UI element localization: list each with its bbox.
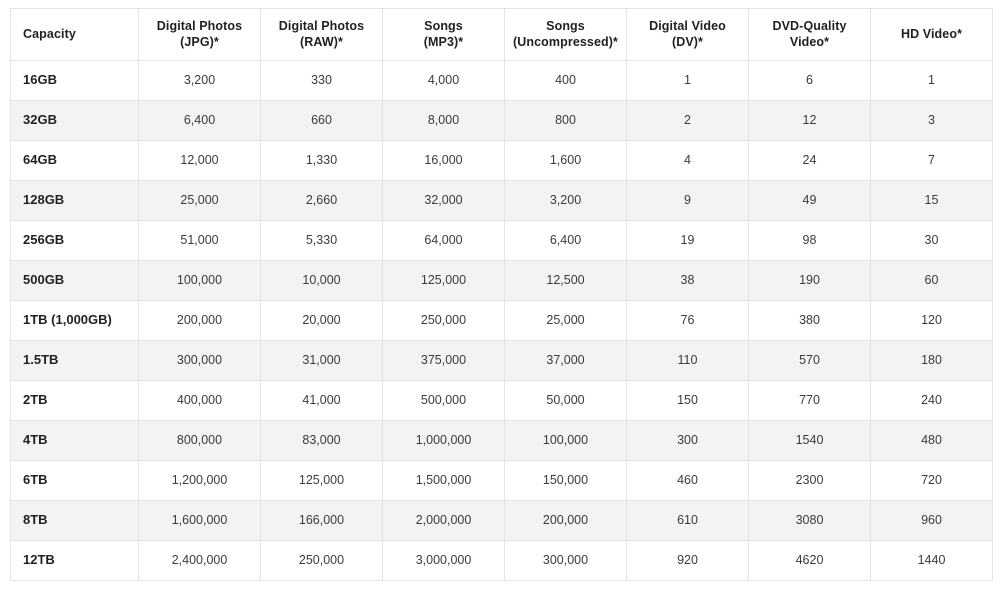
row-header-capacity: 6TB xyxy=(11,461,139,501)
table-cell: 31,000 xyxy=(261,341,383,381)
table-row xyxy=(11,341,993,381)
column-header-digital-video-dv xyxy=(627,9,749,61)
row-header-capacity: 12TB xyxy=(11,541,139,581)
table-cell: 250,000 xyxy=(383,301,505,341)
table-cell: 250,000 xyxy=(261,541,383,581)
table-row xyxy=(11,61,993,101)
table-cell: 110 xyxy=(627,341,749,381)
table-cell: 12 xyxy=(749,101,871,141)
column-header-line: (DV)* xyxy=(671,34,704,49)
table-cell: 10,000 xyxy=(261,261,383,301)
table-cell: 19 xyxy=(627,221,749,261)
table-cell: 125,000 xyxy=(383,261,505,301)
table-cell: 180 xyxy=(871,341,993,381)
table-row xyxy=(11,181,993,221)
table-cell: 30 xyxy=(871,221,993,261)
table-cell: 4620 xyxy=(749,541,871,581)
table-cell: 6,400 xyxy=(139,101,261,141)
table-cell: 24 xyxy=(749,141,871,181)
table-cell: 240 xyxy=(871,381,993,421)
column-header-digital-photos-jpg xyxy=(139,9,261,61)
table-cell: 125,000 xyxy=(261,461,383,501)
table-cell: 720 xyxy=(871,461,993,501)
row-header-capacity: 32GB xyxy=(11,101,139,141)
column-header-songs-uncompressed xyxy=(505,9,627,61)
table-cell: 800,000 xyxy=(139,421,261,461)
table-cell: 12,500 xyxy=(505,261,627,301)
row-header-capacity: 128GB xyxy=(11,181,139,221)
table-cell: 400 xyxy=(505,61,627,101)
table-cell: 60 xyxy=(871,261,993,301)
table-row xyxy=(11,301,993,341)
row-header-capacity: 16GB xyxy=(11,61,139,101)
row-header-capacity: 8TB xyxy=(11,501,139,541)
table-cell: 660 xyxy=(261,101,383,141)
column-header-line: Capacity xyxy=(23,26,76,41)
table-cell: 76 xyxy=(627,301,749,341)
column-header-hd-video xyxy=(871,9,993,61)
table-cell: 330 xyxy=(261,61,383,101)
table-cell: 32,000 xyxy=(383,181,505,221)
table-cell: 1,500,000 xyxy=(383,461,505,501)
column-header-line: (MP3)* xyxy=(423,34,464,49)
table-cell: 1 xyxy=(627,61,749,101)
table-cell: 5,330 xyxy=(261,221,383,261)
table-cell: 25,000 xyxy=(139,181,261,221)
table-row xyxy=(11,541,993,581)
table-cell: 570 xyxy=(749,341,871,381)
column-header-digital-photos-raw xyxy=(261,9,383,61)
row-header-capacity: 2TB xyxy=(11,381,139,421)
table-cell: 6,400 xyxy=(505,221,627,261)
column-header-line: (JPG)* xyxy=(180,34,219,49)
table-row xyxy=(11,261,993,301)
table-cell: 166,000 xyxy=(261,501,383,541)
table-cell: 200,000 xyxy=(505,501,627,541)
table-cell: 960 xyxy=(871,501,993,541)
column-header-line: DVD-Quality xyxy=(772,18,847,33)
table-cell: 2,400,000 xyxy=(139,541,261,581)
table-cell: 200,000 xyxy=(139,301,261,341)
table-row xyxy=(11,381,993,421)
table-row xyxy=(11,141,993,181)
table-cell: 770 xyxy=(749,381,871,421)
table-cell: 380 xyxy=(749,301,871,341)
table-cell: 150,000 xyxy=(505,461,627,501)
table-cell: 1440 xyxy=(871,541,993,581)
table-cell: 920 xyxy=(627,541,749,581)
table-cell: 190 xyxy=(749,261,871,301)
table-cell: 2300 xyxy=(749,461,871,501)
table-row xyxy=(11,421,993,461)
table-cell: 4 xyxy=(627,141,749,181)
column-header-line: Video* xyxy=(789,34,830,49)
table-cell: 300,000 xyxy=(505,541,627,581)
table-cell: 3,000,000 xyxy=(383,541,505,581)
table-cell: 50,000 xyxy=(505,381,627,421)
table-cell: 51,000 xyxy=(139,221,261,261)
table-cell: 98 xyxy=(749,221,871,261)
table-row xyxy=(11,101,993,141)
column-header-line: Songs xyxy=(424,18,463,33)
table-cell: 49 xyxy=(749,181,871,221)
table-row xyxy=(11,221,993,261)
row-header-capacity: 1TB (1,000GB) xyxy=(11,301,139,341)
table-row xyxy=(11,461,993,501)
table-cell: 100,000 xyxy=(139,261,261,301)
table-body xyxy=(11,61,993,581)
table-cell: 2,000,000 xyxy=(383,501,505,541)
table-cell: 300,000 xyxy=(139,341,261,381)
storage-capacity-table xyxy=(10,8,993,581)
table-cell: 460 xyxy=(627,461,749,501)
table-cell: 800 xyxy=(505,101,627,141)
table-cell: 300 xyxy=(627,421,749,461)
table-header-row xyxy=(11,9,993,61)
table-cell: 15 xyxy=(871,181,993,221)
table-cell: 150 xyxy=(627,381,749,421)
table-cell: 1,200,000 xyxy=(139,461,261,501)
table-cell: 120 xyxy=(871,301,993,341)
table-cell: 610 xyxy=(627,501,749,541)
row-header-capacity: 4TB xyxy=(11,421,139,461)
table-cell: 1540 xyxy=(749,421,871,461)
table-cell: 400,000 xyxy=(139,381,261,421)
table-cell: 37,000 xyxy=(505,341,627,381)
column-header-line: (RAW)* xyxy=(300,34,343,49)
column-header-line: Digital Photos xyxy=(156,18,243,33)
table-cell: 375,000 xyxy=(383,341,505,381)
row-header-capacity: 64GB xyxy=(11,141,139,181)
table-cell: 3 xyxy=(871,101,993,141)
table-cell: 64,000 xyxy=(383,221,505,261)
column-header-line: Digital Photos xyxy=(278,18,365,33)
column-header-capacity xyxy=(11,9,139,61)
column-header-dvd-quality-video xyxy=(749,9,871,61)
table-cell: 41,000 xyxy=(261,381,383,421)
table-cell: 16,000 xyxy=(383,141,505,181)
column-header-songs-mp3 xyxy=(383,9,505,61)
table-cell: 1,600,000 xyxy=(139,501,261,541)
table-cell: 480 xyxy=(871,421,993,461)
column-header-line: HD Video* xyxy=(900,26,963,41)
table-cell: 25,000 xyxy=(505,301,627,341)
table-cell: 1,000,000 xyxy=(383,421,505,461)
table-cell: 100,000 xyxy=(505,421,627,461)
table-cell: 83,000 xyxy=(261,421,383,461)
table-cell: 2,660 xyxy=(261,181,383,221)
table-cell: 2 xyxy=(627,101,749,141)
table-cell: 500,000 xyxy=(383,381,505,421)
table-cell: 4,000 xyxy=(383,61,505,101)
row-header-capacity: 500GB xyxy=(11,261,139,301)
table-cell: 12,000 xyxy=(139,141,261,181)
table-cell: 3080 xyxy=(749,501,871,541)
table-header xyxy=(11,9,993,61)
row-header-capacity: 256GB xyxy=(11,221,139,261)
row-header-capacity: 1.5TB xyxy=(11,341,139,381)
table-cell: 20,000 xyxy=(261,301,383,341)
table-cell: 38 xyxy=(627,261,749,301)
table-cell: 1,600 xyxy=(505,141,627,181)
column-header-line: Digital Video xyxy=(649,18,726,33)
table-cell: 3,200 xyxy=(505,181,627,221)
column-header-line: (Uncompressed)* xyxy=(513,34,618,49)
column-header-line: Songs xyxy=(546,18,585,33)
table-cell: 3,200 xyxy=(139,61,261,101)
table-cell: 8,000 xyxy=(383,101,505,141)
table-cell: 1,330 xyxy=(261,141,383,181)
table-cell: 1 xyxy=(871,61,993,101)
table-cell: 7 xyxy=(871,141,993,181)
table-cell: 6 xyxy=(749,61,871,101)
table-cell: 9 xyxy=(627,181,749,221)
table-row xyxy=(11,501,993,541)
